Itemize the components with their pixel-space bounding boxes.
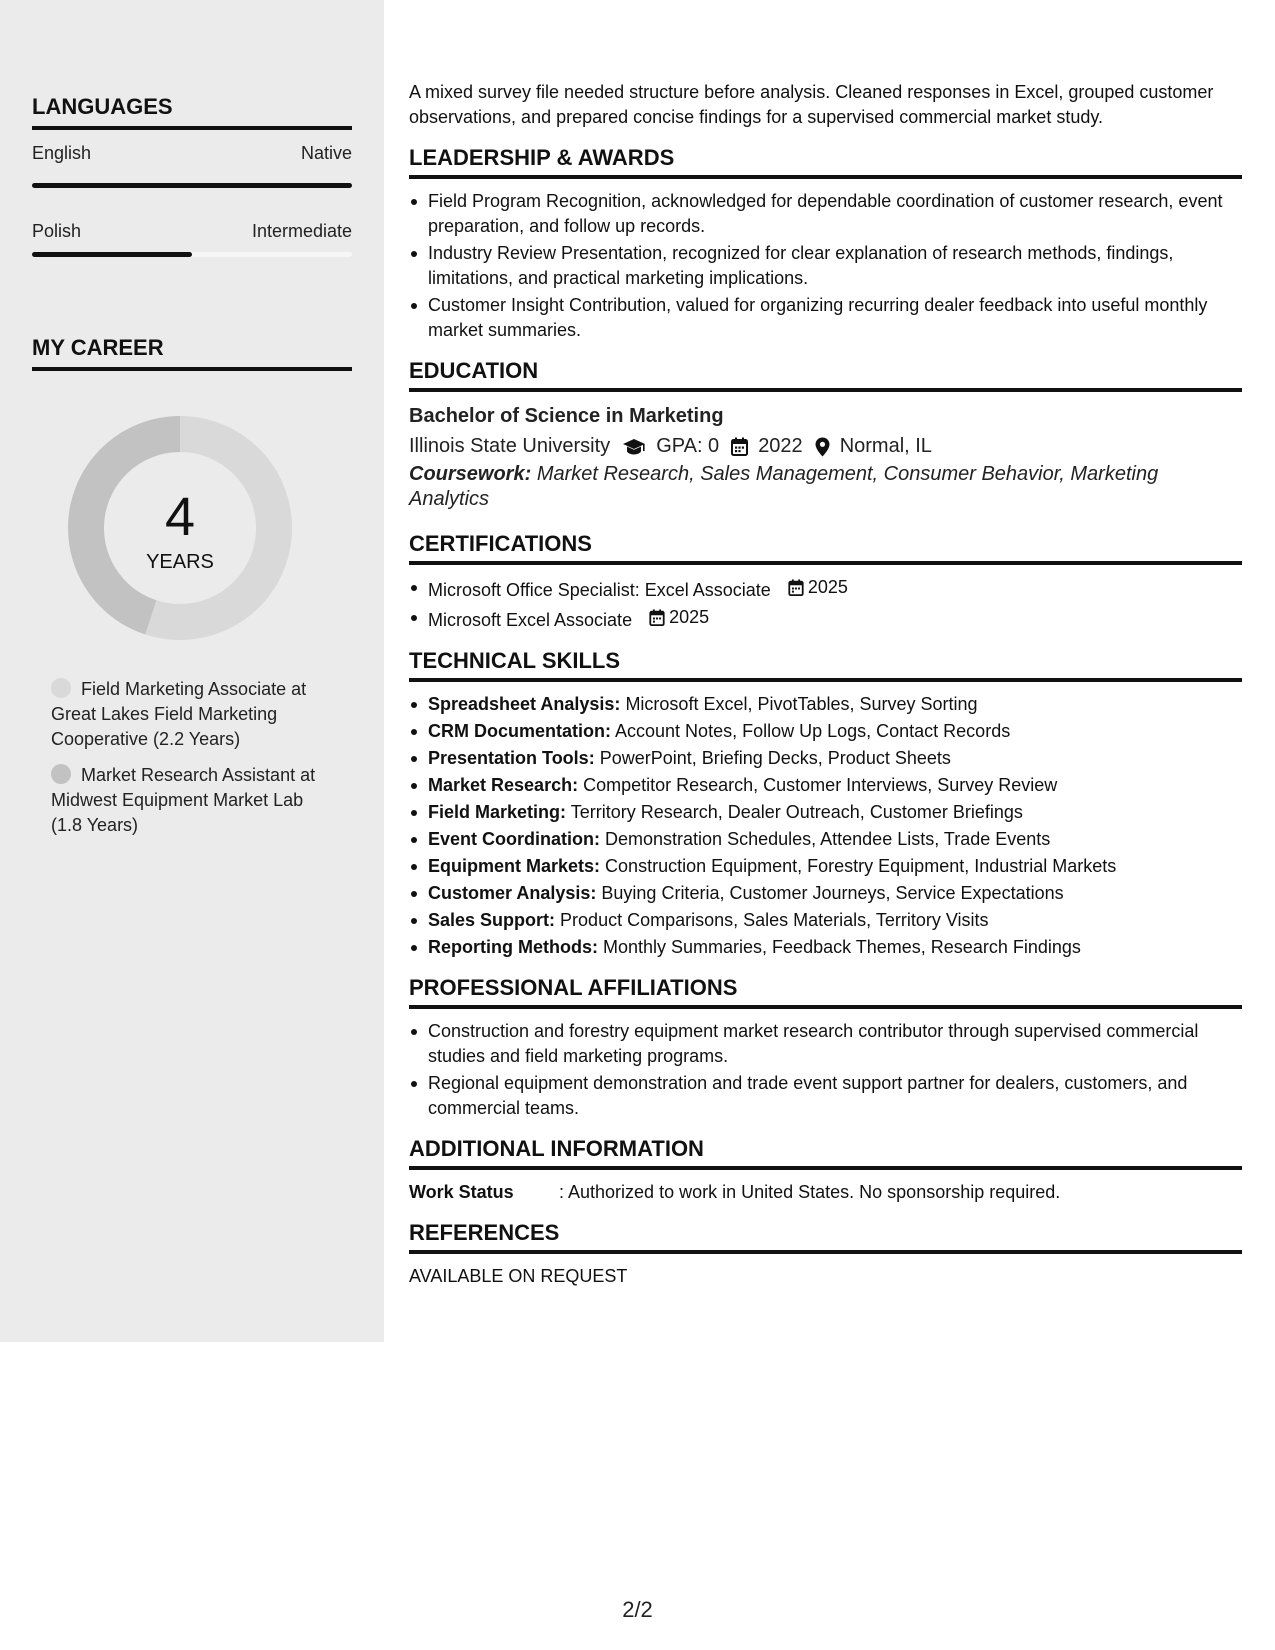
skill-value: Territory Research, Dealer Outreach, Customer Briefings (570, 802, 1023, 822)
education-location: Normal, IL (839, 435, 932, 457)
skill-label: CRM Documentation: (428, 721, 611, 741)
education-school: Illinois State University (409, 435, 611, 457)
page-number: 2/2 (622, 1597, 653, 1622)
calendar-icon (731, 437, 748, 456)
career-donut-chart (66, 414, 294, 642)
education-degree: Bachelor of Science in Marketing (409, 405, 724, 427)
skill-label: Market Research: (428, 775, 579, 795)
skill-label: Equipment Markets: (428, 856, 601, 876)
leadership-list (409, 189, 1242, 343)
list-item (409, 908, 1242, 933)
calendar-icon (788, 579, 804, 596)
skill-value: Construction Equipment, Forestry Equipment, Industrial Markets (605, 856, 1117, 876)
career-item (51, 677, 331, 752)
list-item (409, 746, 1242, 771)
career-legend-dot (51, 678, 71, 698)
affiliations-heading: PROFESSIONAL AFFILIATIONS (409, 974, 1242, 1009)
skills-heading: TECHNICAL SKILLS (409, 647, 1242, 682)
list-item (409, 773, 1242, 798)
list-item: Industry Review Presentation, recognized for clear explanation of research methods, findings, limitations, and practical marketing implications. (409, 241, 1242, 291)
skill-label: Reporting Methods: (428, 937, 598, 957)
skill-value: Monthly Summaries, Feedback Themes, Research Findings (603, 937, 1081, 957)
work-status-row (409, 1180, 1242, 1205)
education-coursework (409, 462, 1242, 512)
list-item: Customer Insight Contribution, valued for organizing recurring dealer feedback into useful monthly market summaries. (409, 293, 1242, 343)
skill-label: Presentation Tools: (428, 748, 595, 768)
language-bar-fill (32, 183, 352, 188)
graduation-cap-icon (622, 438, 646, 456)
list-item (409, 827, 1242, 852)
list-item (409, 854, 1242, 879)
skill-label: Spreadsheet Analysis: (428, 694, 621, 714)
language-level: Native (300, 143, 352, 163)
skill-label: Sales Support: (428, 910, 556, 930)
skill-label: Customer Analysis: (428, 883, 597, 903)
work-status-label: Work Status (409, 1182, 514, 1202)
list-item: Field Program Recognition, acknowledged for dependable coordination of customer research, event preparation, and follow up records. (409, 189, 1242, 239)
list-item (409, 800, 1242, 825)
list-item (409, 935, 1242, 960)
certification-name: Microsoft Office Specialist: Excel Associate (428, 580, 771, 600)
list-item (409, 719, 1242, 744)
language-bar-english (32, 183, 352, 188)
references-heading: REFERENCES (409, 1219, 1242, 1254)
skill-value: Product Comparisons, Sales Materials, Territory Visits (560, 910, 989, 930)
language-level: Intermediate (251, 221, 352, 241)
skill-value: Competitor Research, Customer Interviews, Survey Review (583, 775, 1058, 795)
language-row-english (32, 143, 352, 164)
additional-info-heading: ADDITIONAL INFORMATION (409, 1135, 1242, 1170)
skill-value: Buying Criteria, Customer Journeys, Service Expectations (601, 883, 1064, 903)
skill-label: Field Marketing: (428, 802, 567, 822)
career-legend-dot (51, 764, 71, 784)
certifications-list (409, 575, 1242, 633)
career-item-text: Market Research Assistant at Midwest Equipment Market Lab (1.8 Years) (51, 765, 316, 835)
skill-value: Microsoft Excel, PivotTables, Survey Sorting (625, 694, 978, 714)
affiliations-list (409, 1019, 1242, 1121)
list-item (409, 575, 1242, 603)
coursework-text: Market Research, Sales Management, Consumer Behavior, Marketing Analytics (409, 463, 1159, 510)
summary-text: A mixed survey file needed structure before analysis. Cleaned responses in Excel, grouped customer observations, and prepared concise findings for a supervised commercial market study. (409, 82, 1214, 127)
list-item: Regional equipment demonstration and trade event support partner for dealers, customers, and commercial teams. (409, 1071, 1242, 1121)
education-gpa: GPA: 0 (656, 435, 720, 457)
skill-value: Account Notes, Follow Up Logs, Contact Records (615, 721, 1011, 741)
leadership-heading: LEADERSHIP & AWARDS (409, 144, 1242, 179)
career-item-text: Field Marketing Associate at Great Lakes Field Marketing Cooperative (2.2 Years) (51, 679, 307, 749)
list-item (409, 881, 1242, 906)
language-row-polish (32, 221, 352, 242)
list-item (409, 692, 1242, 717)
education-meta (409, 431, 1242, 462)
list-item: Construction and forestry equipment market research contributor through supervised commercial studies and field marketing programs. (409, 1019, 1242, 1069)
coursework-label: Coursework: (409, 463, 532, 485)
list-item (409, 605, 1242, 633)
education-heading: EDUCATION (409, 357, 1242, 392)
certification-year: 2025 (807, 577, 848, 597)
skills-list (409, 692, 1242, 960)
career-total-unit: YEARS (146, 551, 214, 573)
map-pin-icon (815, 437, 830, 457)
certifications-heading: CERTIFICATIONS (409, 530, 1242, 565)
language-name: Polish (32, 221, 82, 241)
languages-heading: LANGUAGES (32, 94, 352, 130)
main-content (409, 80, 1242, 1289)
sidebar (0, 0, 384, 1342)
skill-value: PowerPoint, Briefing Decks, Product Sheets (599, 748, 951, 768)
career-total-number: 4 (164, 487, 196, 547)
certification-name: Microsoft Excel Associate (428, 610, 633, 630)
skill-label: Event Coordination: (428, 829, 600, 849)
language-bar-polish (32, 252, 352, 257)
career-heading: MY CAREER (32, 335, 352, 371)
education-year: 2022 (758, 435, 803, 457)
language-name: English (32, 143, 92, 163)
career-item (51, 763, 331, 838)
references-text: AVAILABLE ON REQUEST (409, 1266, 628, 1286)
work-status-value: : Authorized to work in United States. No sponsorship required. (559, 1182, 1061, 1202)
calendar-icon (649, 609, 665, 626)
skill-value: Demonstration Schedules, Attendee Lists, Trade Events (605, 829, 1051, 849)
certification-year: 2025 (669, 607, 710, 627)
language-bar-fill (32, 252, 192, 257)
